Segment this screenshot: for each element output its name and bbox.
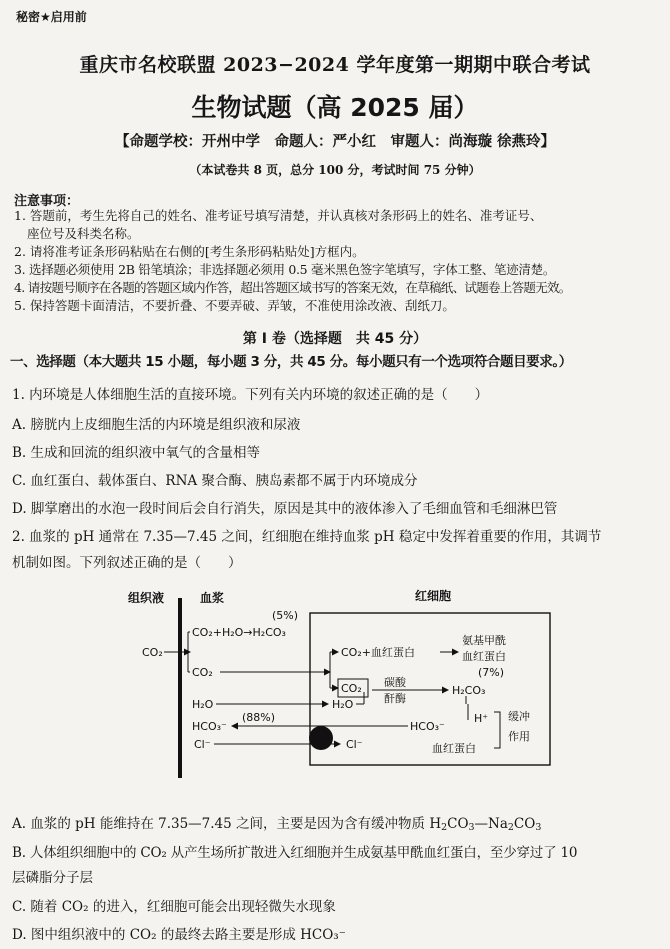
plasma-label: 血浆: [200, 591, 225, 605]
q2-option-b-line1: B. 人体组织细胞中的 CO₂ 从产生场所扩散进入红细胞并生成氨基甲酰血红蛋白，至少穿过了 10: [12, 845, 578, 861]
q2-stem-line2: 机制如图。下列叙述正确的是（ ）: [12, 555, 242, 571]
h-plus: H⁺: [474, 712, 489, 725]
rbc-hco3: HCO₃⁻: [410, 720, 445, 733]
notice-item: 1. 答题前，考生先将自己的姓名、准考证号填写清楚，并认真核对条形码上的姓名、准考证号、: [14, 208, 543, 223]
notice-list: [14, 207, 664, 315]
plasma-cl: Cl⁻: [194, 738, 211, 751]
plasma-hco3: HCO₃⁻: [192, 720, 227, 733]
q2-option-a: A. 血浆的 pH 能维持在 7.35—7.45 之间，主要是因为含有缓冲物质 $H_2CO_3—Na_2CO_3$: [12, 816, 542, 833]
notice-item: 5. 保持答题卡面清洁，不要折叠、不要弄破、弄皱，不准使用涂改液、刮纸刀。: [14, 298, 455, 313]
secret-label: 秘密★启用前: [16, 10, 87, 24]
plasma-reaction: CO₂+H₂O→H₂CO₃: [192, 626, 286, 639]
tissue-fluid-label: 组织液: [128, 591, 165, 605]
rbc-hemoglobin: 血红蛋白: [432, 742, 476, 755]
q2-option-c: C. 随着 CO₂ 的进入，红细胞可能会出现轻微失水现象: [12, 899, 336, 915]
plasma-h2o: H₂O: [192, 698, 214, 711]
q2-option-d: D. 图中组织液中的 CO₂ 的最终去路主要是形成 HCO₃⁻: [12, 927, 346, 943]
capillary-wall: [178, 598, 182, 778]
buffer-line2: 作用: [508, 730, 530, 743]
creators-line: 【命题学校：开州中学 命题人：严小红 审题人：尚海璇 徐燕玲】: [114, 134, 556, 150]
rbc-h2co3: H₂CO₃: [452, 684, 486, 697]
notice-item: 3. 选择题必须使用 2B 铅笔填涂；非选择题必须用 0.5 毫米黑色签字笔填写，字体工整、笔迹清楚。: [14, 262, 556, 277]
enzyme-line2: 酐酶: [384, 692, 406, 705]
plasma-co2: CO₂: [192, 666, 213, 679]
subject-title: 生物试题（高 2025 届）: [191, 93, 479, 122]
percent-7: (7%): [478, 666, 505, 679]
rbc-cl: Cl⁻: [346, 738, 363, 751]
exam-info: （本试卷共 8 页，总分 100 分，考试时间 75 分钟）: [189, 163, 481, 177]
notice-item: 2. 请将准考证条形码粘贴在右侧的[考生条形码粘贴处]方框内。: [14, 244, 365, 259]
co2-label: CO₂: [142, 646, 163, 659]
buffer-line1: 缓冲: [508, 710, 530, 723]
notice-item: 4. 请按题号顺序在各题的答题区域内作答，超出答题区域书写的答案无效，在草稿纸、试题卷上答题无效。: [14, 280, 571, 295]
section-title: 一、选择题（本大题共 15 小题，每小题 3 分，共 45 分。每小题只有一个选项符合题目要求。）: [10, 354, 572, 370]
q1-option-c: C. 血红蛋白、载体蛋白、RNA 聚合酶、胰岛素都不属于内环境成分: [12, 473, 418, 489]
co2-hemoglobin: CO₂+血红蛋白: [341, 646, 415, 659]
ph-regulation-diagram: [0, 580, 670, 805]
percent-5: (5%): [272, 609, 299, 622]
notice-item: 座位号及科类名称。: [27, 226, 140, 241]
rbc-h2o: H₂O: [332, 698, 354, 711]
q2-option-b-line2: 层磷脂分子层: [12, 870, 93, 886]
q1-stem: 1. 内环境是人体细胞生活的直接环境。下列有关内环境的叙述正确的是（ ）: [12, 387, 489, 403]
carbamino-line1: 氨基甲酰: [462, 634, 506, 647]
rbc-label: 红细胞: [415, 589, 452, 603]
percent-88: (88%): [242, 711, 276, 724]
q2-stem-line1: 2. 血浆的 pH 通常在 7.35—7.45 之间，红细胞在维持血浆 pH 稳定中发挥着重要的作用，其调节: [12, 529, 602, 545]
part-title: 第 I 卷（选择题 共 45 分）: [242, 331, 428, 347]
notice-title: 注意事项：: [14, 194, 80, 209]
q1-option-a: A. 膀胱内上皮细胞生活的内环境是组织液和尿液: [12, 417, 301, 433]
transporter-protein: [309, 726, 333, 750]
carbamino-line2: 血红蛋白: [462, 650, 506, 663]
enzyme-line1: 碳酸: [384, 676, 406, 689]
q1-option-b: B. 生成和回流的组织液中氧气的含量相等: [12, 445, 261, 461]
q1-option-d: D. 脚掌磨出的水泡一段时间后会自行消失，原因是其中的液体渗入了毛细血管和毛细淋巴管: [12, 501, 558, 517]
rbc-co2: CO₂: [341, 682, 362, 695]
exam-title: 重庆市名校联盟 2023−2024 学年度第一期期中联合考试: [79, 54, 591, 76]
